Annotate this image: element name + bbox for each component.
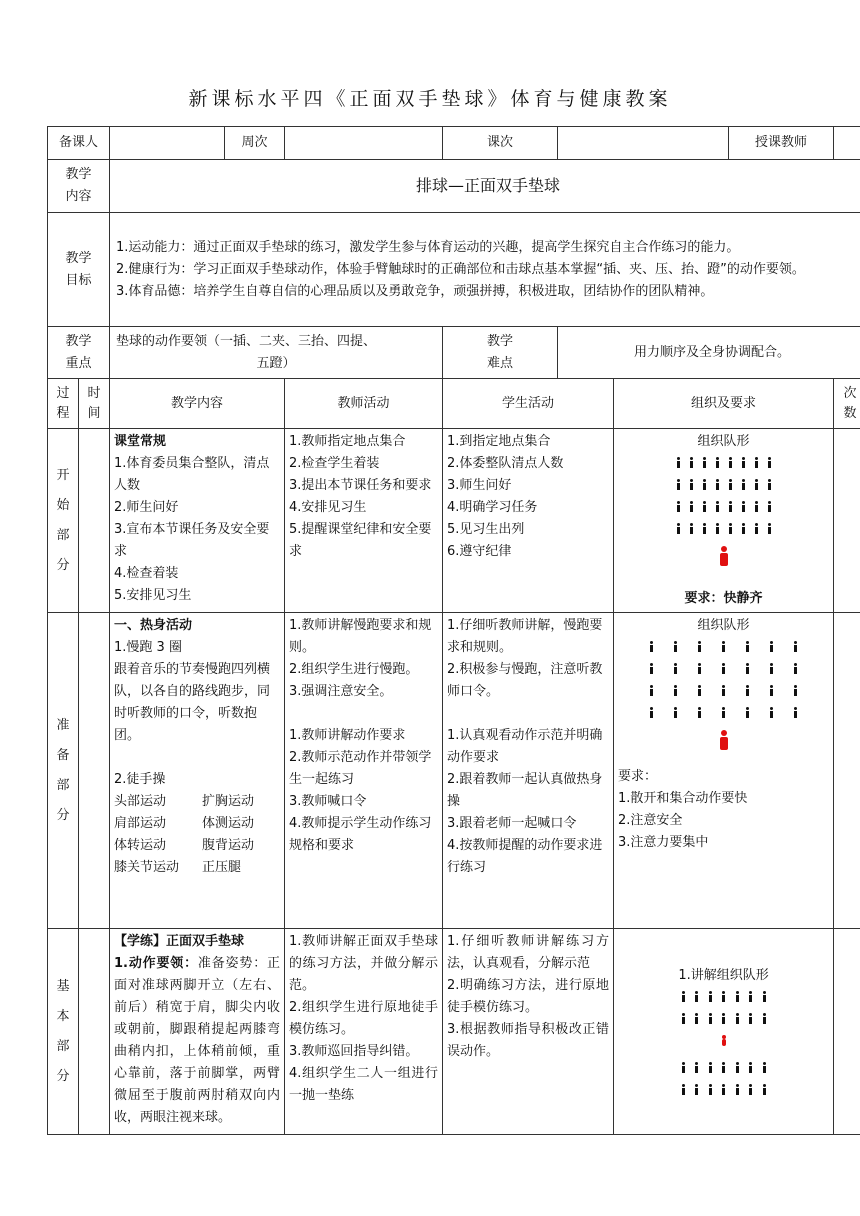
student-figure-icon — [676, 457, 681, 468]
student-figure-icon — [754, 501, 759, 512]
student-figure-icon — [676, 501, 681, 512]
prep-org-req-item: 1.散开和集合动作要快 — [618, 791, 748, 806]
formation-row — [681, 991, 767, 1002]
student-figure-icon — [694, 1084, 699, 1095]
difficulty-label: 教学难点 — [487, 333, 514, 371]
exercise-pair — [114, 857, 280, 879]
exercise-name: 腹背运动 — [202, 838, 255, 853]
student-figure-icon — [689, 523, 694, 534]
student-figure-icon — [748, 1084, 753, 1095]
basic-label: 基本部分 — [56, 978, 70, 1084]
student-figure-icon — [649, 641, 654, 652]
goal-item: 3.体育品德：培养学生自尊自信的心理品质以及勇敢竞争，顽强拼搏，积极进取，团结协作的团队精神。 — [116, 283, 714, 299]
content-row — [48, 160, 860, 213]
student-figure-icon — [708, 1013, 713, 1024]
basic-content-text: 准备姿势：正面对准球两脚开立（左右、前后）稍宽于肩，脚尖内收或朝前，脚跟稍提起两膝弯曲稍内扣，上体稍前倾，重心靠前，落于前脚掌，两臂微屈至于腹前两肘稍双向内收，两眼注视来球。 — [114, 956, 281, 1125]
student-figure-icon — [741, 479, 746, 490]
student-figure-icon — [769, 641, 774, 652]
student-figure-icon — [769, 663, 774, 674]
student-figure-icon — [769, 685, 774, 696]
student-figure-icon — [721, 663, 726, 674]
prep-org-req-item: 3.注意力要集中 — [618, 835, 709, 850]
start-content-title: 课堂常规 — [114, 434, 167, 449]
start-content-item: 2.师生问好 — [114, 500, 179, 515]
basic-section-row — [48, 929, 860, 1135]
student-figure-icon — [689, 501, 694, 512]
page-title: 新课标水平四《正面双手垫球》体育与健康教案 — [188, 88, 672, 110]
start-label: 开始部分 — [56, 467, 70, 573]
formation-row — [676, 523, 772, 534]
student-figure-icon — [728, 457, 733, 468]
student-figure-icon — [721, 641, 726, 652]
exercise-name: 正压腿 — [202, 860, 242, 875]
student-figure-icon — [735, 991, 740, 1002]
student-figure-icon — [681, 1062, 686, 1073]
student-figure-icon — [697, 685, 702, 696]
student-figure-icon — [715, 523, 720, 534]
student-figure-icon — [741, 523, 746, 534]
formation-row — [649, 685, 799, 696]
student-figure-icon — [721, 991, 726, 1002]
preparer-value — [110, 127, 225, 160]
start-student-item: 3.师生问好 — [447, 478, 512, 493]
basic-student-item: 1.仔细听教师讲解练习方法，认真观看，分解示范 — [447, 934, 610, 971]
start-teacher-item: 3.提出本节课任务和要求 — [289, 478, 432, 493]
col-teacher: 教师活动 — [285, 379, 443, 429]
key-points-row — [48, 327, 860, 379]
lesson-value — [558, 127, 729, 160]
formation-row — [676, 457, 772, 468]
start-content-item: 4.检查着装 — [114, 566, 179, 581]
student-figure-icon — [728, 479, 733, 490]
student-figure-icon — [728, 501, 733, 512]
prep-section-row — [48, 613, 860, 929]
key-points-line1: 垫球的动作要领（一插、二夹、三抬、四提、 — [116, 333, 377, 349]
student-figure-icon — [754, 523, 759, 534]
student-figure-icon — [702, 501, 707, 512]
prep-teacher-item: 2.教师示范动作并带领学生一起练习 — [289, 750, 432, 787]
student-figure-icon — [708, 991, 713, 1002]
start-student-item: 2.体委整队清点人数 — [447, 456, 564, 471]
content-label: 教学内容 — [65, 167, 92, 204]
prep-student-item: 1.仔细听教师讲解，慢跑要求和规则。 — [447, 618, 603, 655]
content-value: 排球—正面双手垫球 — [110, 160, 860, 213]
student-figure-icon — [715, 479, 720, 490]
student-figure-icon — [681, 1084, 686, 1095]
start-teacher-item: 4.安排见习生 — [289, 500, 367, 515]
basic-teacher-item: 4.组织学生二人一组进行一抛一垫练 — [289, 1066, 439, 1103]
prep-label: 准备部分 — [56, 717, 70, 823]
formation-row — [681, 1062, 767, 1073]
column-header-row — [48, 379, 860, 429]
prep-student-item: 3.跟着老师一起喊口令 — [447, 816, 577, 831]
key-points-line2: 五蹬） — [256, 355, 296, 371]
preparer-label: 备课人 — [48, 127, 110, 160]
student-figure-icon — [745, 707, 750, 718]
prep-teacher-item: 4.教师提示学生动作练习规格和要求 — [289, 816, 432, 853]
prep-org-req-title: 要求： — [618, 769, 658, 784]
student-figure-icon — [649, 663, 654, 674]
exercise-pair — [114, 835, 280, 857]
basic-student-item: 3.根据教师指导积极改正错误动作。 — [447, 1022, 610, 1059]
student-figure-icon — [754, 457, 759, 468]
student-figure-icon — [748, 991, 753, 1002]
prep-content-item: 1.慢跑 3 圈 — [114, 640, 182, 655]
student-figure-icon — [689, 457, 694, 468]
formation-row — [649, 641, 799, 652]
start-teacher-item: 1.教师指定地点集合 — [289, 434, 406, 449]
student-figure-icon — [762, 991, 767, 1002]
basic-teacher-item: 2.组织学生进行原地徒手模仿练习。 — [289, 1000, 439, 1037]
prep-student-item: 2.跟着教师一起认真做热身操 — [447, 772, 603, 809]
student-figure-icon — [715, 457, 720, 468]
formation-row — [676, 479, 772, 490]
student-figure-icon — [741, 457, 746, 468]
student-figure-icon — [673, 707, 678, 718]
student-figure-icon — [673, 641, 678, 652]
teacher-label: 授课教师 — [729, 127, 834, 160]
start-section-row — [48, 429, 860, 613]
prep-content-item: 跟着音乐的节奏慢跑四列横队，以各自的路线跑步，同时听教师的口令，听数抱团。 — [114, 662, 271, 743]
student-figure-icon — [721, 707, 726, 718]
start-org-title: 组织队形 — [697, 434, 750, 449]
prep-student-item: 1.认真观看动作示范并明确动作要求 — [447, 728, 603, 765]
student-figure-icon — [697, 663, 702, 674]
student-figure-icon — [767, 479, 772, 490]
basic-org-title: 1.讲解组织队形 — [678, 968, 769, 983]
student-figure-icon — [702, 457, 707, 468]
teacher-value — [834, 127, 860, 160]
student-figure-icon — [745, 685, 750, 696]
start-teacher-item: 2.检查学生着装 — [289, 456, 380, 471]
basic-teacher-item: 1.教师讲解正面双手垫球的练习方法，并做分解示范。 — [289, 934, 439, 993]
col-process: 过程 — [56, 385, 70, 421]
student-figure-icon — [681, 1013, 686, 1024]
formation-row — [681, 1084, 767, 1095]
student-figure-icon — [673, 685, 678, 696]
student-figure-icon — [762, 1084, 767, 1095]
student-figure-icon — [769, 707, 774, 718]
exercise-name: 体测运动 — [202, 816, 255, 831]
student-figure-icon — [728, 523, 733, 534]
prep-student-item: 2.积极参与慢跑，注意听教师口令。 — [447, 662, 603, 699]
start-formation — [676, 457, 772, 574]
student-figure-icon — [708, 1062, 713, 1073]
col-student: 学生活动 — [443, 379, 614, 429]
student-figure-icon — [741, 501, 746, 512]
student-figure-icon — [721, 685, 726, 696]
student-figure-icon — [735, 1013, 740, 1024]
student-figure-icon — [721, 1013, 726, 1024]
student-figure-icon — [721, 1062, 726, 1073]
student-figure-icon — [793, 707, 798, 718]
exercise-name: 肩部运动 — [114, 816, 167, 831]
basic-teacher-item: 3.教师巡回指导纠错。 — [289, 1044, 419, 1059]
header-row — [48, 127, 860, 160]
student-figure-icon — [689, 479, 694, 490]
lesson-label: 课次 — [443, 127, 558, 160]
prep-org-req-item: 2.注意安全 — [618, 813, 683, 828]
student-figure-icon — [676, 523, 681, 534]
student-figure-icon — [767, 523, 772, 534]
start-content-item: 5.安排见习生 — [114, 588, 192, 603]
start-content-item: 1.体育委员集合整队，清点人数 — [114, 456, 270, 493]
prep-exercise-title: 2.徒手操 — [114, 772, 166, 787]
exercise-name: 扩胸运动 — [202, 794, 255, 809]
student-figure-icon — [745, 663, 750, 674]
student-figure-icon — [745, 641, 750, 652]
exercise-name: 头部运动 — [114, 794, 167, 809]
student-figure-icon — [793, 685, 798, 696]
lesson-plan-table — [47, 126, 860, 1135]
start-org-requirement: 要求：快静齐 — [684, 591, 763, 606]
prep-teacher-item: 1.教师讲解慢跑要求和规则。 — [289, 618, 432, 655]
prep-teacher-item: 3.强调注意安全。 — [289, 684, 393, 699]
student-figure-icon — [694, 991, 699, 1002]
student-figure-icon — [694, 1013, 699, 1024]
student-figure-icon — [676, 479, 681, 490]
student-figure-icon — [735, 1062, 740, 1073]
teacher-figure-icon — [719, 730, 729, 750]
student-figure-icon — [702, 479, 707, 490]
basic-content-title: 【学练】正面双手垫球 — [114, 934, 245, 949]
week-value — [285, 127, 443, 160]
basic-formation — [681, 991, 767, 1095]
goals-row — [48, 213, 860, 327]
goal-item: 2.健康行为：学习正面双手垫球动作，体验手臂触球时的正确部位和击球点基本掌握“插、夹、压、抬、蹬”的动作要领。 — [116, 261, 805, 277]
student-figure-icon — [681, 991, 686, 1002]
exercise-name: 膝关节运动 — [114, 860, 180, 875]
student-figure-icon — [697, 707, 702, 718]
difficulty-value: 用力顺序及全身协调配合。 — [558, 327, 860, 379]
exercise-pair — [114, 791, 280, 813]
formation-row — [681, 1013, 767, 1024]
student-figure-icon — [673, 663, 678, 674]
teacher-figure-icon — [719, 546, 729, 566]
student-figure-icon — [767, 457, 772, 468]
student-figure-icon — [702, 523, 707, 534]
formation-row — [649, 663, 799, 674]
basic-content-sub: 1.动作要领： — [114, 956, 198, 971]
exercise-name: 体转运动 — [114, 838, 167, 853]
col-content: 教学内容 — [110, 379, 285, 429]
student-figure-icon — [762, 1062, 767, 1073]
start-student-item: 4.明确学习任务 — [447, 500, 538, 515]
student-figure-icon — [708, 1084, 713, 1095]
prep-content-title: 一、热身活动 — [114, 618, 193, 633]
col-count: 次数 — [843, 385, 857, 421]
student-figure-icon — [715, 501, 720, 512]
basic-student-item: 2.明确练习方法，进行原地徒手模仿练习。 — [447, 978, 610, 1015]
formation-row — [676, 501, 772, 512]
student-figure-icon — [793, 641, 798, 652]
student-figure-icon — [721, 1084, 726, 1095]
goals-label: 教学目标 — [65, 250, 92, 288]
student-figure-icon — [793, 663, 798, 674]
col-time: 时间 — [87, 385, 101, 421]
student-figure-icon — [748, 1062, 753, 1073]
col-organization: 组织及要求 — [614, 379, 834, 429]
goal-item: 1.运动能力：通过正面双手垫球的练习，激发学生参与体育运动的兴趣，提高学生探究自主合作练习的能力。 — [116, 239, 740, 255]
prep-teacher-item: 3.教师喊口令 — [289, 794, 367, 809]
start-student-item: 1.到指定地点集合 — [447, 434, 551, 449]
formation-row — [649, 707, 799, 718]
teacher-figure-icon — [721, 1035, 727, 1046]
start-student-item: 6.遵守纪律 — [447, 544, 512, 559]
student-figure-icon — [762, 1013, 767, 1024]
exercise-pair — [114, 813, 280, 835]
student-figure-icon — [754, 479, 759, 490]
prep-student-item: 4.按教师提醒的动作要求进行练习 — [447, 838, 603, 875]
student-figure-icon — [649, 707, 654, 718]
student-figure-icon — [649, 685, 654, 696]
prep-formation — [649, 641, 799, 758]
start-teacher-item: 5.提醒课堂纪律和安全要求 — [289, 522, 432, 559]
student-figure-icon — [697, 641, 702, 652]
start-content-item: 3.宣布本节课任务及安全要求 — [114, 522, 270, 559]
prep-org-title: 组织队形 — [697, 618, 750, 633]
week-label: 周次 — [225, 127, 285, 160]
student-figure-icon — [748, 1013, 753, 1024]
prep-teacher-item: 2.组织学生进行慢跑。 — [289, 662, 419, 677]
student-figure-icon — [694, 1062, 699, 1073]
key-points-label: 教学重点 — [65, 333, 92, 371]
prep-teacher-item: 1.教师讲解动作要求 — [289, 728, 406, 743]
student-figure-icon — [767, 501, 772, 512]
start-student-item: 5.见习生出列 — [447, 522, 525, 537]
student-figure-icon — [735, 1084, 740, 1095]
